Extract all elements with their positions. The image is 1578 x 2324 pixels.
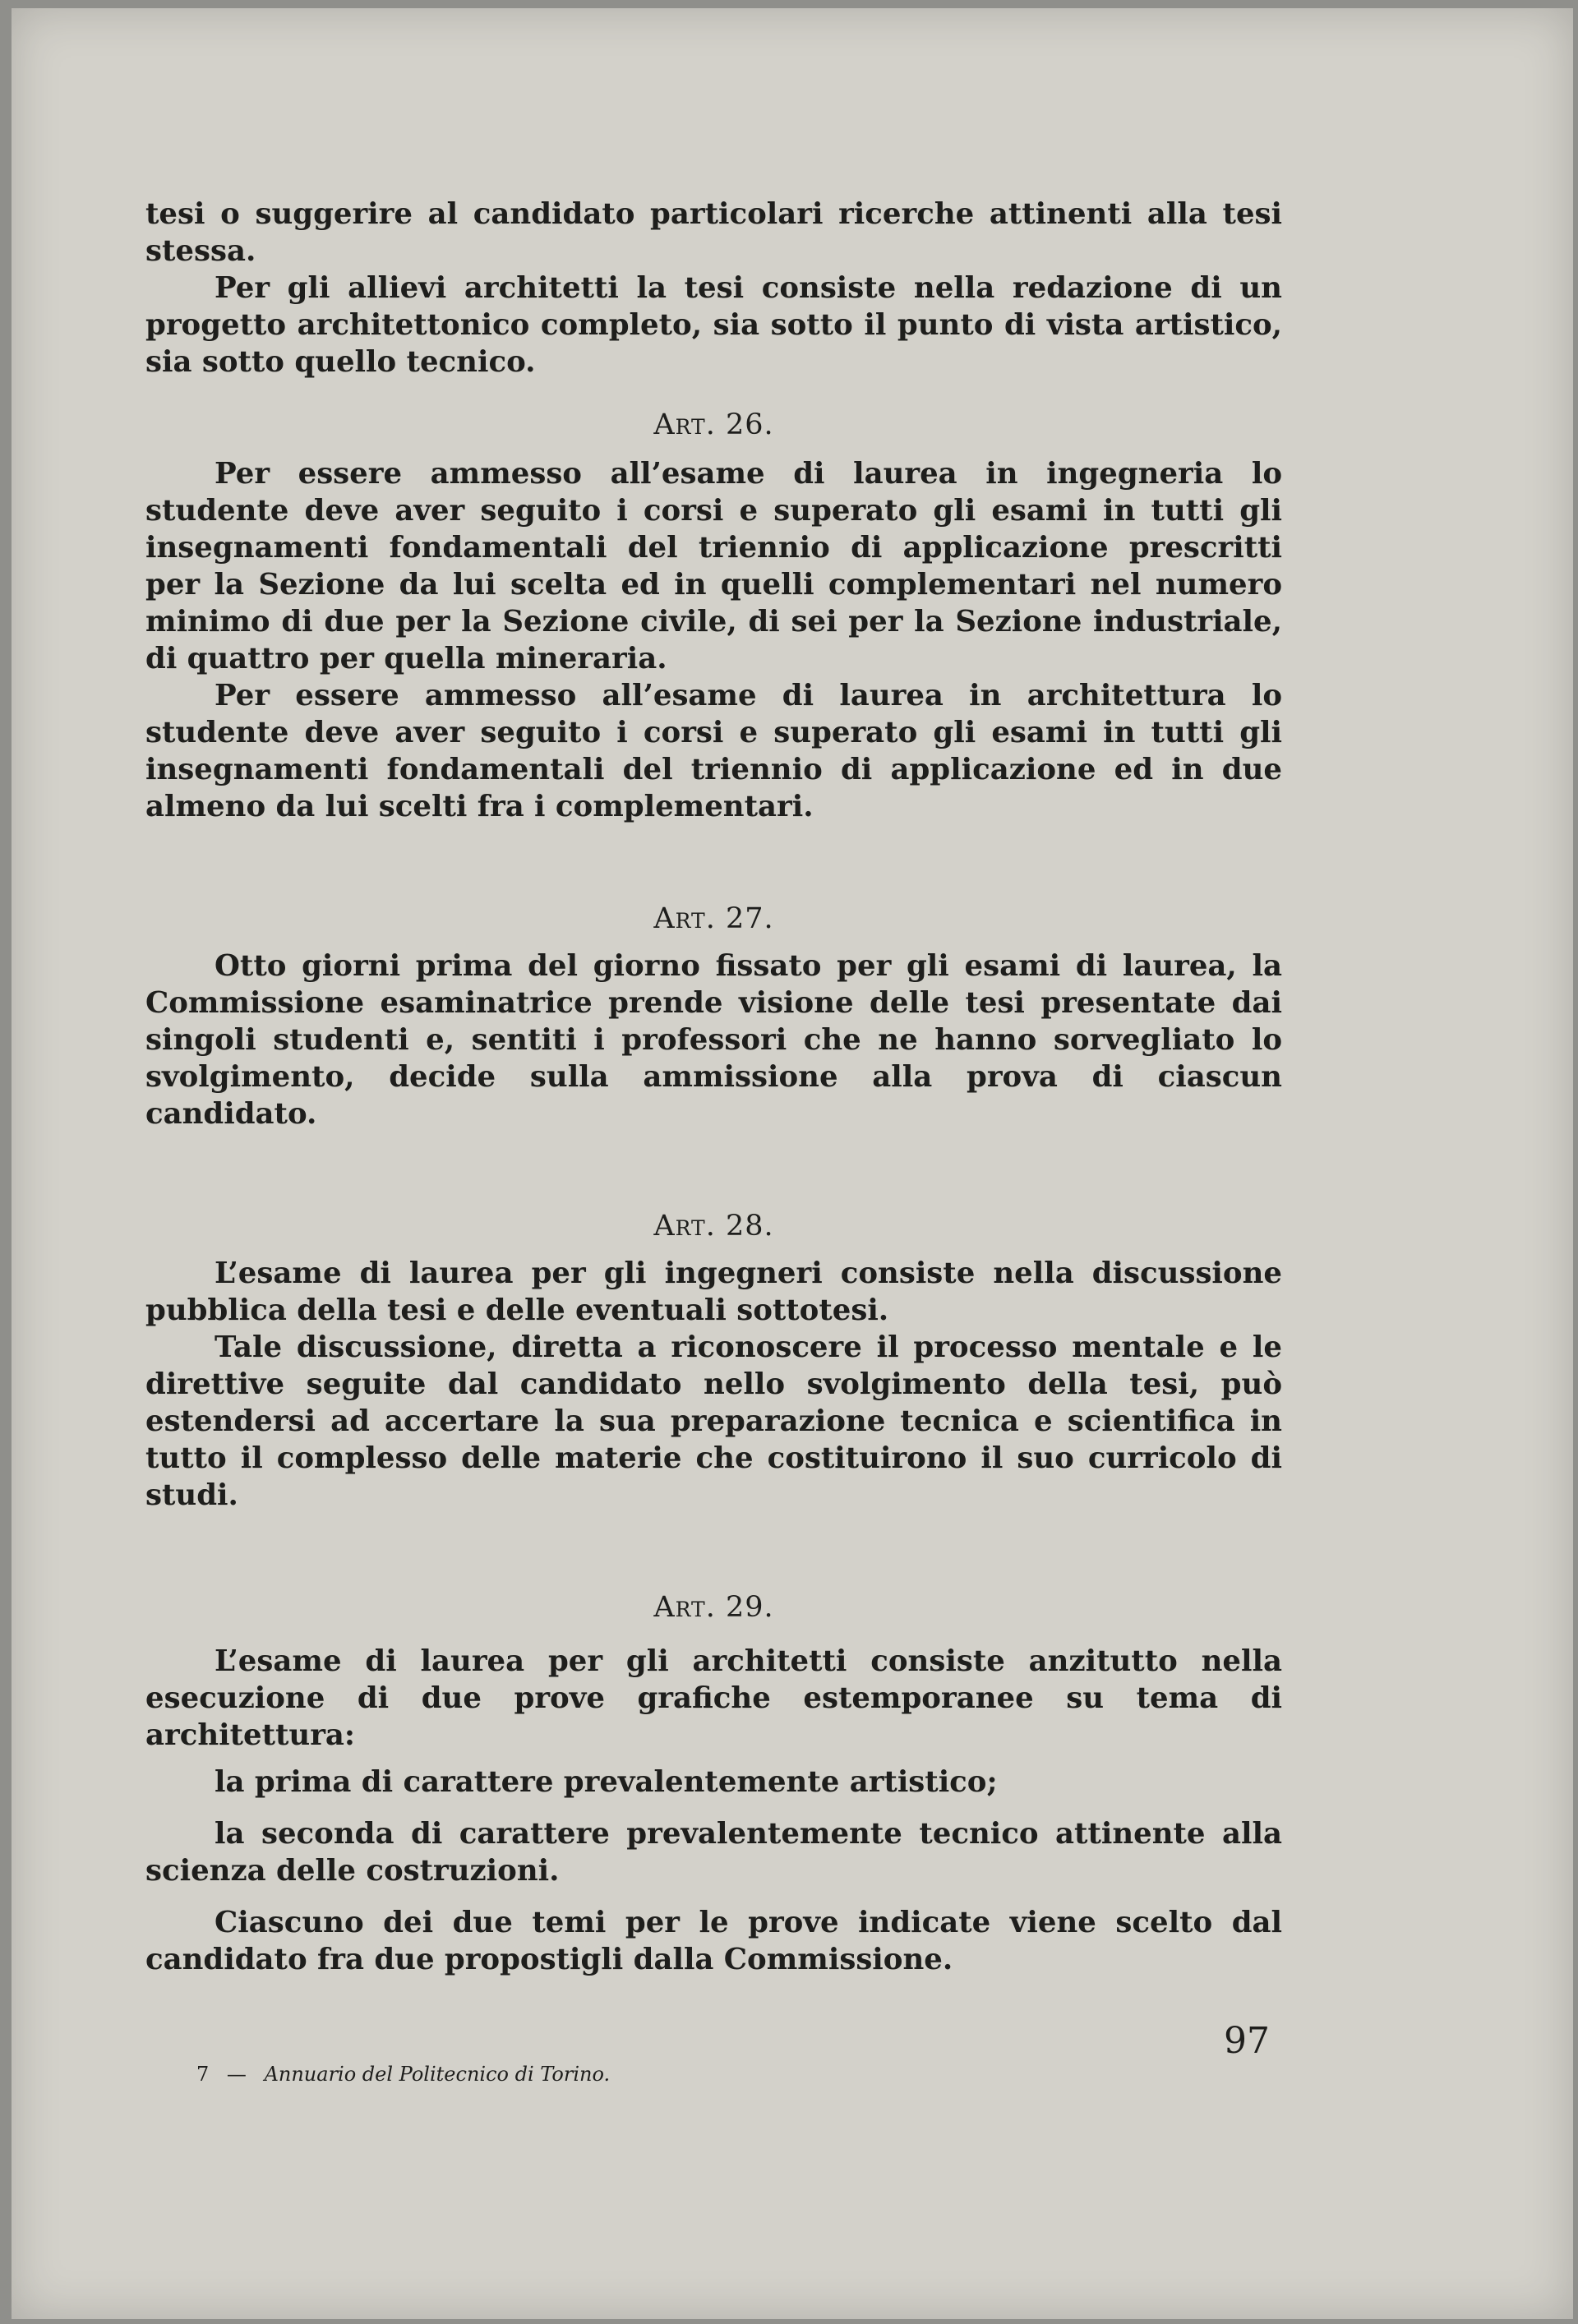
- paragraph: Ciascuno dei due temi per le prove indicate viene scelto dal candidato fra due propostigli dalla Commissione.: [145, 1906, 1282, 1976]
- sheet-number: 7: [196, 2063, 210, 2086]
- footer-title: Annuario del Politecnico di Torino.: [264, 2063, 611, 2086]
- page-number: 97: [1224, 2020, 1270, 2062]
- article-heading-28: Art. 28.: [653, 1210, 774, 1243]
- paragraph: tesi o suggerire al candidato particolari ricerche attinenti alla tesi stessa.: [145, 197, 1282, 268]
- paragraph: Otto giorni prima del giorno fissato per gli esami di laurea, la Commissione esaminatrice prende visione delle tesi presentate dai singoli studenti e, sentiti i professori che ne hanno sorvegliato lo svolgimento, decide sulla ammissione alla prova di ciascun candidato.: [145, 949, 1282, 1131]
- paragraph: L’esame di laurea per gli architetti consiste anzitutto nella esecuzione di due prove grafiche estemporanee su tema di architettura:: [145, 1644, 1282, 1752]
- text-body: [145, 196, 1282, 1978]
- list-item: la prima di carattere prevalentemente artistico;: [215, 1765, 998, 1799]
- paragraph: Tale discussione, diretta a riconoscere il processo mentale e le direttive seguite dal candidato nello svolgimento della tesi, può estendersi ad accertare la sua preparazione tecnica e scientifica in tutto il complesso delle materie che costituirono il suo curricolo di studi.: [145, 1330, 1282, 1512]
- paragraph: Per essere ammesso all’esame di laurea in ingegneria lo studente deve aver seguito i corsi e superato gli esami in tutti gli insegnamenti fondamentali del triennio di applicazione prescritti per la Sezione da lui scelta ed in quelli complementari nel numero minimo di due per la Sezione civile, di sei per la Sezione industriale, di quattro per quella mineraria.: [145, 457, 1282, 676]
- article-heading-29: Art. 29.: [653, 1591, 774, 1624]
- article-heading-27: Art. 27.: [653, 902, 774, 935]
- list-item: la seconda di carattere prevalentemente tecnico attinente alla scienza delle costruzioni.: [145, 1817, 1282, 1888]
- footer-dash: —: [226, 2063, 247, 2086]
- paragraph: Per essere ammesso all’esame di laurea in architettura lo studente deve aver seguito i corsi e superato gli esami in tutti gli insegnamenti fondamentali del triennio di applicazione ed in due almeno da lui scelti fra i complementari.: [145, 679, 1282, 823]
- paragraph: L’esame di laurea per gli ingegneri consiste nella discussione pubblica della tesi e delle eventuali sottotesi.: [145, 1257, 1282, 1327]
- footer-signature: [196, 2063, 610, 2086]
- paragraph: Per gli allievi architetti la tesi consiste nella redazione di un progetto architettonico completo, sia sotto il punto di vista artistico, sia sotto quello tecnico.: [145, 271, 1282, 379]
- article-heading-26: Art. 26.: [653, 408, 774, 441]
- document-page: [12, 8, 1573, 2319]
